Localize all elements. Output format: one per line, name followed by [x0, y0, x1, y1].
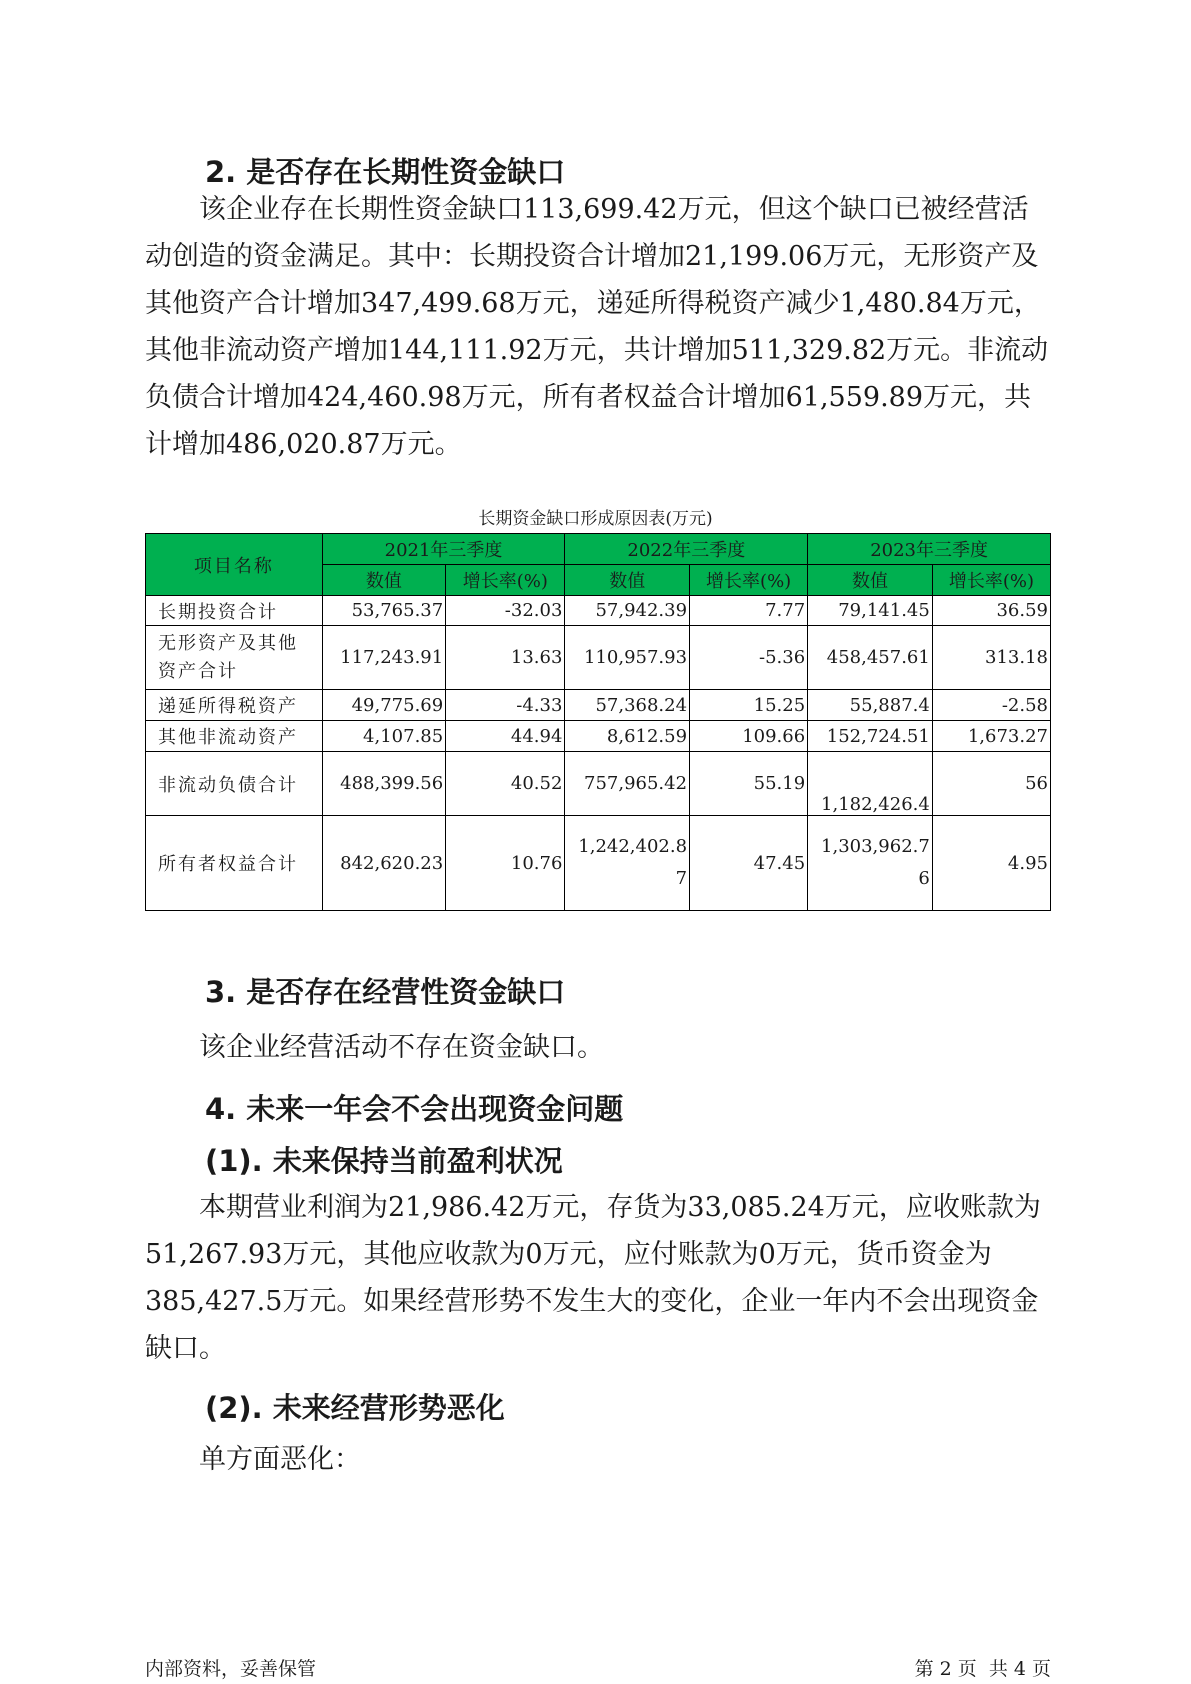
header-item-name: 项目名称: [146, 534, 323, 596]
cell-growth-2023: 36.59: [932, 596, 1050, 626]
section4-heading: 4. 未来一年会不会出现资金问题: [205, 1092, 624, 1126]
cell-growth-2023: 56: [932, 752, 1050, 816]
cell-value-2022: 1,242,402.87: [565, 816, 690, 911]
cell-value-2023: 458,457.61: [808, 626, 933, 690]
cell-value-2022: 110,957.93: [565, 626, 690, 690]
cell-growth-2023: -2.58: [932, 690, 1050, 721]
cell-value-2021: 842,620.23: [322, 816, 446, 911]
cell-value-2023: 1,303,962.76: [808, 816, 933, 911]
header-value-2023: 数值: [808, 565, 933, 596]
section2-text: 该企业存在长期性资金缺口113,699.42万元，但这个缺口已被经营活动创造的资金满足。其中：长期投资合计增加21,199.06万元，无形资产及其他资产合计增加347,499.68万元，递延所得税资产减少1,480.84万元，其他非流动资产增加144,111.92万元，共计增加511,329.82万元。非流动负债合计增加424,460.98万元，所有者权益合计增加61,559.89万元，共计增加486,020.87万元。: [145, 194, 1049, 460]
section4-sub1-paragraph: [145, 1184, 1050, 1372]
cell-growth-2021: -32.03: [446, 596, 565, 626]
cell-growth-2023: 313.18: [932, 626, 1050, 690]
section4-sub2-paragraph: [145, 1436, 1050, 1483]
cell-value-2021: 4,107.85: [322, 721, 446, 752]
header-growth-2021: 增长率(%): [446, 565, 565, 596]
cell-value-2021: 53,765.37: [322, 596, 446, 626]
header-value-2021: 数值: [322, 565, 446, 596]
cell-growth-2022: 109.66: [690, 721, 808, 752]
row-name: 其他非流动资产: [146, 721, 323, 752]
cell-growth-2022: -5.36: [690, 626, 808, 690]
header-period-2022: 2022年三季度: [565, 534, 808, 565]
section3-heading: 3. 是否存在经营性资金缺口: [205, 975, 566, 1009]
header-row-periods: [146, 534, 1051, 565]
cell-value-2023: 152,724.51: [808, 721, 933, 752]
section3-paragraph: [145, 1024, 1050, 1071]
footer-left: 内部资料，妥善保管: [145, 1658, 317, 1680]
cell-value-2023: 55,887.4: [808, 690, 933, 721]
cell-value-2022: 8,612.59: [565, 721, 690, 752]
cell-value-2022: 757,965.42: [565, 752, 690, 816]
cell-growth-2022: 7.77: [690, 596, 808, 626]
cell-growth-2021: 44.94: [446, 721, 565, 752]
section3-text: 该企业经营活动不存在资金缺口。: [199, 1032, 604, 1063]
row-name: 无形资产及其他资产合计: [146, 626, 323, 690]
section4-sub1-text: 本期营业利润为21,986.42万元，存货为33,085.24万元，应收账款为51,267.93万元，其他应收款为0万元，应付账款为0万元，货币资金为385,427.5万元。如果经营形势不发生大的变化，企业一年内不会出现资金缺口。: [145, 1192, 1041, 1364]
cell-growth-2021: -4.33: [446, 690, 565, 721]
header-period-2023: 2023年三季度: [808, 534, 1051, 565]
cell-value-2023: 1,182,426.4: [808, 752, 933, 816]
row-name: 非流动负债合计: [146, 752, 323, 816]
cell-growth-2021: 13.63: [446, 626, 565, 690]
cell-value-2022: 57,942.39: [565, 596, 690, 626]
row-name: 长期投资合计: [146, 596, 323, 626]
table-row: [146, 752, 1051, 816]
cell-value-2021: 488,399.56: [322, 752, 446, 816]
cell-growth-2022: 55.19: [690, 752, 808, 816]
table-row: [146, 816, 1051, 911]
table-caption: 长期资金缺口形成原因表(万元): [478, 509, 713, 529]
header-growth-2023: 增长率(%): [932, 565, 1050, 596]
section4-sub1-heading: (1). 未来保持当前盈利状况: [205, 1144, 563, 1178]
cell-growth-2022: 47.45: [690, 816, 808, 911]
cell-growth-2023: 1,673.27: [932, 721, 1050, 752]
table-row: [146, 596, 1051, 626]
section4-sub2-text: 单方面恶化：: [199, 1444, 361, 1475]
table-row: [146, 690, 1051, 721]
section2-heading: 2. 是否存在长期性资金缺口: [205, 155, 566, 189]
cell-value-2021: 49,775.69: [322, 690, 446, 721]
cell-growth-2021: 10.76: [446, 816, 565, 911]
long-term-gap-table: [145, 533, 1051, 911]
cell-value-2022: 57,368.24: [565, 690, 690, 721]
cell-growth-2023: 4.95: [932, 816, 1050, 911]
cell-growth-2021: 40.52: [446, 752, 565, 816]
row-name: 递延所得税资产: [146, 690, 323, 721]
cell-growth-2022: 15.25: [690, 690, 808, 721]
table-row: [146, 626, 1051, 690]
section2-paragraph: [145, 186, 1050, 468]
section4-sub2-heading: (2). 未来经营形势恶化: [205, 1391, 505, 1425]
row-name: 所有者权益合计: [146, 816, 323, 911]
cell-value-2021: 117,243.91: [322, 626, 446, 690]
table-row: [146, 721, 1051, 752]
header-value-2022: 数值: [565, 565, 690, 596]
footer-page-number: 第 2 页 共 4 页: [914, 1658, 1051, 1680]
cell-value-2023: 79,141.45: [808, 596, 933, 626]
header-period-2021: 2021年三季度: [322, 534, 565, 565]
header-growth-2022: 增长率(%): [690, 565, 808, 596]
